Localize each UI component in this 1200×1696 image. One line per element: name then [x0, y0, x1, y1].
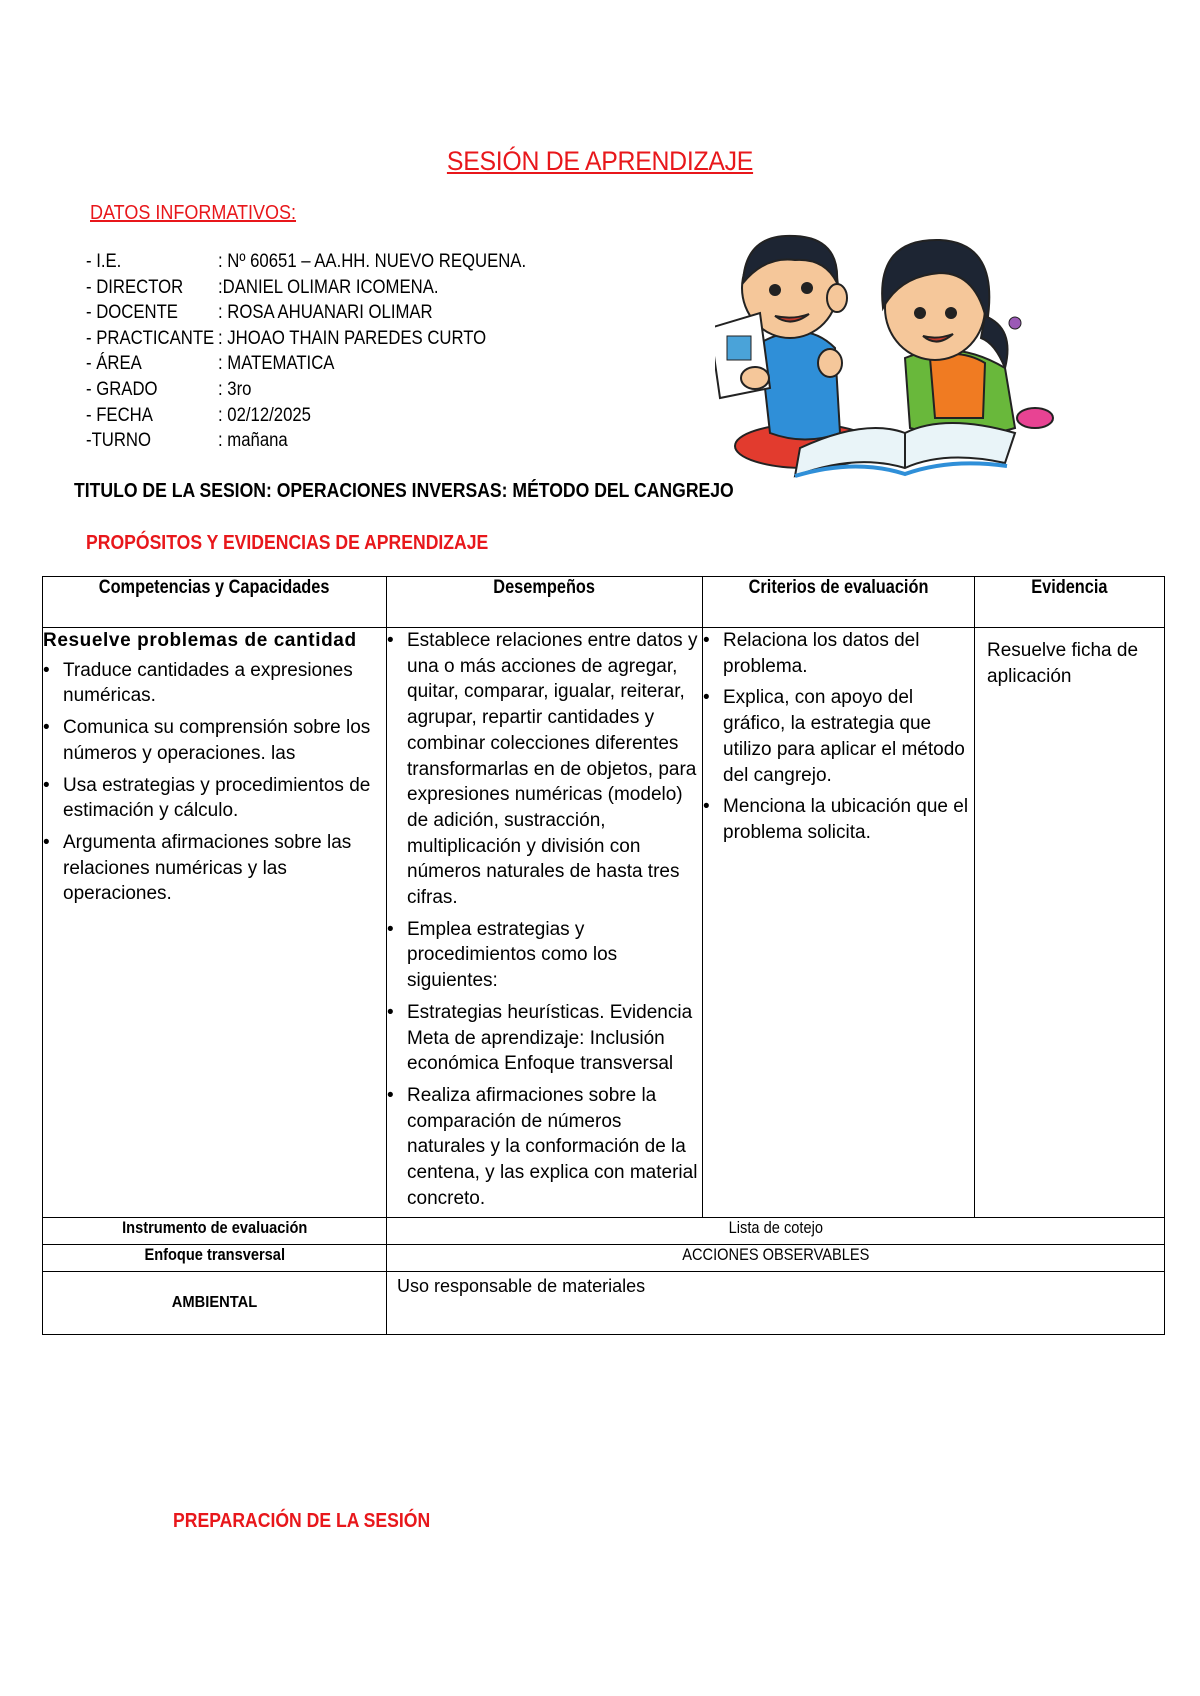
info-value: : MATEMATICA	[218, 353, 335, 375]
list-item: • Menciona la ubicación que el problema solicita.	[703, 794, 974, 845]
list-item: • Realiza afirmaciones sobre la comparación de números naturales y la conformación de la centena, y las explica con material concreto.	[387, 1083, 702, 1212]
ambiental-value: Uso responsable de materiales	[387, 1272, 1165, 1335]
info-row-ie	[86, 249, 526, 275]
competencias-cell	[43, 628, 387, 1218]
table-row-enfoque	[43, 1245, 1165, 1272]
capacidades-list	[43, 658, 386, 907]
table-header-row	[43, 577, 1165, 628]
info-label: - I.E.	[86, 251, 122, 272]
list-item: • Traduce cantidades a expresiones numéricas.	[43, 658, 386, 709]
info-label: - DOCENTE	[86, 302, 178, 324]
list-item: • Establece relaciones entre datos y una o más acciones de agregar, quitar, comparar, igualar, reiterar, agrupar, repartir cantidades y combinar colecciones diferentes transformarlas en de objetos, para expresiones numéricas (modelo) de adición, sustracción, multiplicación y división con números naturales de hasta tres cifras.	[387, 628, 702, 911]
list-item: • Emplea estrategias y procedimientos como los siguientes:	[387, 917, 702, 994]
evidencia-cell	[975, 628, 1165, 1218]
list-item: • Explica, con apoyo del gráfico, la estrategia que utilizo para aplicar el método del cangrejo.	[703, 685, 974, 788]
children-reading-illustration	[715, 228, 1070, 486]
info-label: -TURNO	[86, 430, 152, 452]
datos-informativos-heading: DATOS INFORMATIVOS:	[90, 202, 297, 224]
ambiental-label: AMBIENTAL	[43, 1272, 387, 1335]
session-title: TITULO DE LA SESION: OPERACIONES INVERSAS: MÉTODO DEL CANGREJO	[74, 480, 734, 502]
preparation-heading: PREPARACIÓN DE LA SESIÓN	[173, 1510, 431, 1532]
info-value: : 02/12/2025	[218, 404, 311, 426]
girl-reading-figure	[882, 240, 1053, 436]
info-value: : JHOAO THAIN PAREDES CURTO	[218, 327, 487, 349]
criterios-list	[703, 628, 974, 846]
info-value: : mañana	[218, 430, 288, 452]
instrumento-value: Lista de cotejo	[387, 1218, 1165, 1245]
table-row-instrumento	[43, 1218, 1165, 1245]
purposes-heading: PROPÓSITOS Y EVIDENCIAS DE APRENDIZAJE	[86, 532, 489, 554]
header-competencias: Competencias y Capacidades	[43, 577, 387, 628]
table-row-content	[43, 628, 1165, 1218]
list-item: • Estrategias heurísticas. Evidencia Meta de aprendizaje: Inclusión económica Enfoque transversal	[387, 1000, 702, 1077]
list-item: • Relaciona los datos del problema.	[703, 628, 974, 679]
header-desempenos: Desempeños	[387, 577, 703, 628]
evidence-table	[42, 576, 1165, 1335]
info-row-grado	[86, 377, 526, 403]
info-row-director	[86, 275, 526, 301]
info-value: : Nº 60651 – AA.HH. NUEVO REQUENA.	[218, 251, 527, 272]
header-criterios: Criterios de evaluación	[703, 577, 975, 628]
info-row-turno	[86, 428, 526, 454]
list-item: • Argumenta afirmaciones sobre las relaciones numéricas y las operaciones.	[43, 830, 386, 907]
info-label: - GRADO	[86, 378, 158, 400]
table-row-ambiental	[43, 1272, 1165, 1335]
list-item: • Comunica su comprensión sobre los números y operaciones. las	[43, 715, 386, 766]
list-item: • Usa estrategias y procedimientos de estimación y cálculo.	[43, 773, 386, 824]
info-row-docente	[86, 300, 526, 326]
competencia-title: Resuelve problemas de cantidad	[43, 630, 357, 651]
info-label: - FECHA	[86, 404, 153, 426]
desempenos-list	[387, 628, 702, 1211]
page-title: SESIÓN DE APRENDIZAJE	[446, 146, 754, 176]
info-label: - ÁREA	[86, 353, 142, 375]
info-label: - PRACTICANTE	[86, 327, 215, 349]
info-list	[86, 249, 526, 454]
instrumento-label: Instrumento de evaluación	[43, 1218, 387, 1245]
info-value: : 3ro	[218, 378, 252, 400]
header-evidencia: Evidencia	[975, 577, 1165, 628]
info-row-area	[86, 351, 526, 377]
info-label: - DIRECTOR	[86, 276, 184, 298]
evidencia-text: Resuelve ficha de aplicación	[987, 640, 1139, 687]
info-row-fecha	[86, 403, 526, 429]
enfoque-value: ACCIONES OBSERVABLES	[387, 1245, 1165, 1272]
criterios-cell	[703, 628, 975, 1218]
info-row-practicante	[86, 326, 526, 352]
info-value: :DANIEL OLIMAR ICOMENA.	[218, 276, 439, 298]
enfoque-label: Enfoque transversal	[43, 1245, 387, 1272]
info-value: : ROSA AHUANARI OLIMAR	[218, 302, 433, 324]
desempenos-cell	[387, 628, 703, 1218]
